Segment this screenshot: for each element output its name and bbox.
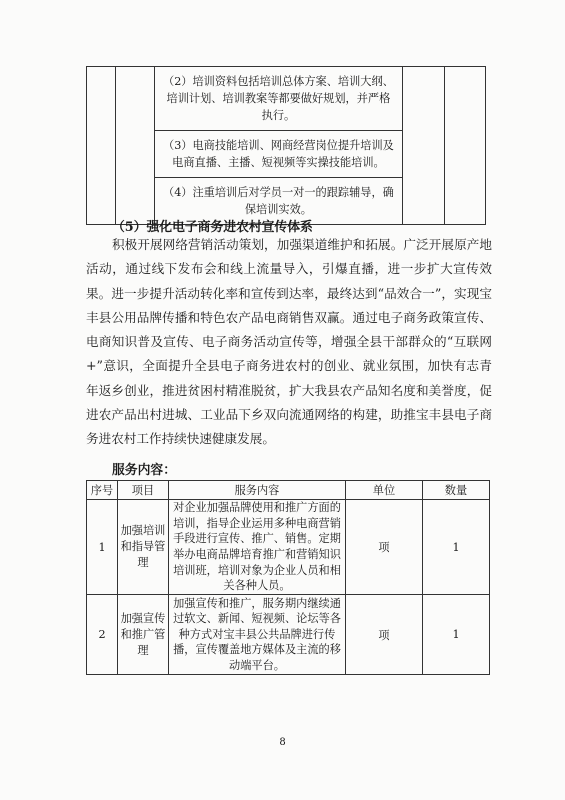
row-no: 1 [87, 500, 118, 595]
page-number: 8 [279, 737, 286, 748]
row-item: 加强培训和指导管理 [118, 500, 169, 595]
training-item-3: （3）电商技能培训、网商经营岗位提升培训及电商直播、主播、短视频等实操技能培训。 [154, 131, 402, 178]
table-row [87, 67, 486, 131]
row-no: 2 [87, 595, 118, 675]
row-content: 对企业加强品牌使用和推广方面的培训，指导企业运用多种电商营销手段进行宣传、推广、销售。定期举办电商品牌培育推广和营销知识培训班，培训对象为企业人员和相关各种人员。 [169, 500, 346, 595]
training-item-4: （4）注重培训后对学员一对一的跟踪辅导，确保培训实效。 [154, 178, 402, 225]
empty-cell [116, 67, 155, 225]
service-content-title: 服务内容： [112, 463, 176, 478]
header-content: 服务内容 [169, 481, 346, 500]
header-item: 项目 [118, 481, 169, 500]
row-content: 加强宣传和推广，服务期内继续通过软文、新闻、短视频、论坛等各种方式对宝丰县公共品牌进行传播，宣传覆盖地方媒体及主流的移动端平台。 [169, 595, 346, 675]
row-quantity: 1 [423, 500, 490, 595]
row-item: 加强宣传和推广管理 [118, 595, 169, 675]
table-row [87, 500, 490, 595]
row-unit: 项 [346, 500, 423, 595]
empty-cell [403, 67, 445, 225]
section-heading: （5）强化电子商务进农村宣传体系 [112, 220, 313, 235]
row-quantity: 1 [423, 595, 490, 675]
empty-cell [87, 67, 116, 225]
table-header-row [87, 481, 490, 500]
empty-cell [445, 67, 486, 225]
row-unit: 项 [346, 595, 423, 675]
header-unit: 单位 [346, 481, 423, 500]
section-body-paragraph: 积极开展网络营销活动策划，加强渠道维护和拓展。广泛开展原产地活动，通过线下发布会和线上流量导入，引爆直播，进一步扩大宣传效果。进一步提升活动转化率和宣传到达率，最终达到“品效合一”，实现宝丰县公用品牌传播和特色农产品电商销售双赢。通过电子商务政策宣传、电商知识普及宣传、电子商务活动宣传等，增强全县干部群众的“互联网+”意识，全面提升全县电子商务进农村的创业、就业氛围，加快有志青年返乡创业，推进贫困村精准脱贫，扩大我县农产品知名度和美誉度，促进农产品出村进城、工业品下乡双向流通网络的构建，助推宝丰县电子商务进农村工作持续快速健康发展。 [86, 237, 492, 447]
training-continuation-table [86, 66, 486, 225]
header-no: 序号 [87, 481, 118, 500]
header-quantity: 数量 [423, 481, 490, 500]
table-row [87, 595, 490, 675]
service-content-table [86, 480, 490, 675]
training-item-2: （2）培训资料包括培训总体方案、培训大纲、培训计划、培训教案等都要做好规划，并严格执行。 [154, 67, 402, 131]
